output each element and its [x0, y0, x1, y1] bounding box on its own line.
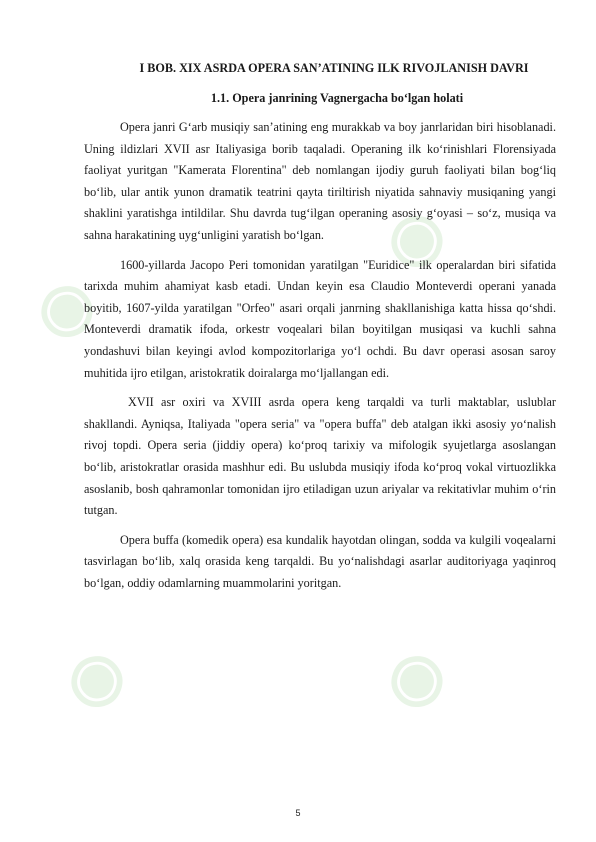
paragraph-3: XVII asr oxiri va XVIII asrda opera keng tarqaldi va turli maktablar, uslublar shakllandi. Ayniqsa, Italiyada "opera seria" va "opera buffa" deb atalgan ikki asosiy yo‘nalish rivoj topdi. Opera seria (jiddiy opera) ko‘proq tarixiy va mifologik syujetlarga asoslangan bo‘lib, aristokratlar orasida mashhur edi. Bu uslubda musiqiy ifoda ko‘proq vokal virtuozlikka asoslanib, bosh qahramonlar tomonidan ijro etiladigan uzun ariyalar va rekitativlar muhim o‘rin tutgan.: [84, 395, 556, 518]
paragraph-1: Opera janri G‘arb musiqiy san’atining eng murakkab va boy janrlaridan biri hisoblanadi. Uning ildizlari XVII asr Italiyasiga borib taqaladi. Operaning ilk ko‘rinishlari Florensiyada faoliyat yuritgan "Kamerata Florentina" deb nomlangan ijodiy guruh faoliyati bilan bog‘liq bo‘lib, ular antik yunon dramatik teatrini qayta tiriltirish niyatida sahnaviy musiqaning yangi shaklini yaratishga intildilar. Shu davrda tug‘ilgan operaning asosiy g‘oyasi – so‘z, musiqa va sahna harakatining uyg‘unligini yaratish bo‘lgan.: [84, 120, 556, 242]
section-title: 1.1. Opera janrining Vagnergacha bo‘lgan holati: [210, 91, 464, 105]
chapter-title: I BOB. XIX ASRDA OPERA SAN’ATINING ILK RIVOJLANISH DAVRI: [139, 61, 529, 75]
page-content: [84, 58, 556, 594]
page-number: 5: [295, 808, 301, 818]
watermark-mark: ◉: [19, 261, 109, 353]
paragraph-4: Opera buffa (komedik opera) esa kundalik hayotdan olingan, sodda va kulgili voqealarni tasvirlagan bo‘lib, xalq orasida keng tarqaldi. Bu yo‘nalishdagi asarlar auditoriyaga yaqinroq bo‘lgan, oddiy odamlarning muammolarini yoritgan.: [84, 532, 556, 590]
paragraph-2: 1600-yillarda Jacopo Peri tomonidan yaratilgan "Euridice" ilk operalardan biri sifatida tarixda muhim ahamiyat kasb etadi. Undan keyin esa Claudio Monteverdi operani yanada boyitib, 1607-yilda yaratilgan "Orfeo" asari orqali janrning shakllanishiga katta hissa qo‘shdi. Monteverdi dramatik ifoda, orkestr voqealari bilan boyitilgan musiqasi va kuchli sahna yondashuvi bilan keyingi avlod kompozitorlariga yo‘l ochdi. Bu davr operasi asosan saroy muhitida ijro etilgan, aristokratik doiralarga mo‘ljallangan edi.: [84, 257, 556, 380]
watermark-mark: ◉: [49, 631, 139, 723]
watermark-mark: ◉: [369, 191, 459, 283]
watermark-mark: ◉: [369, 631, 459, 723]
